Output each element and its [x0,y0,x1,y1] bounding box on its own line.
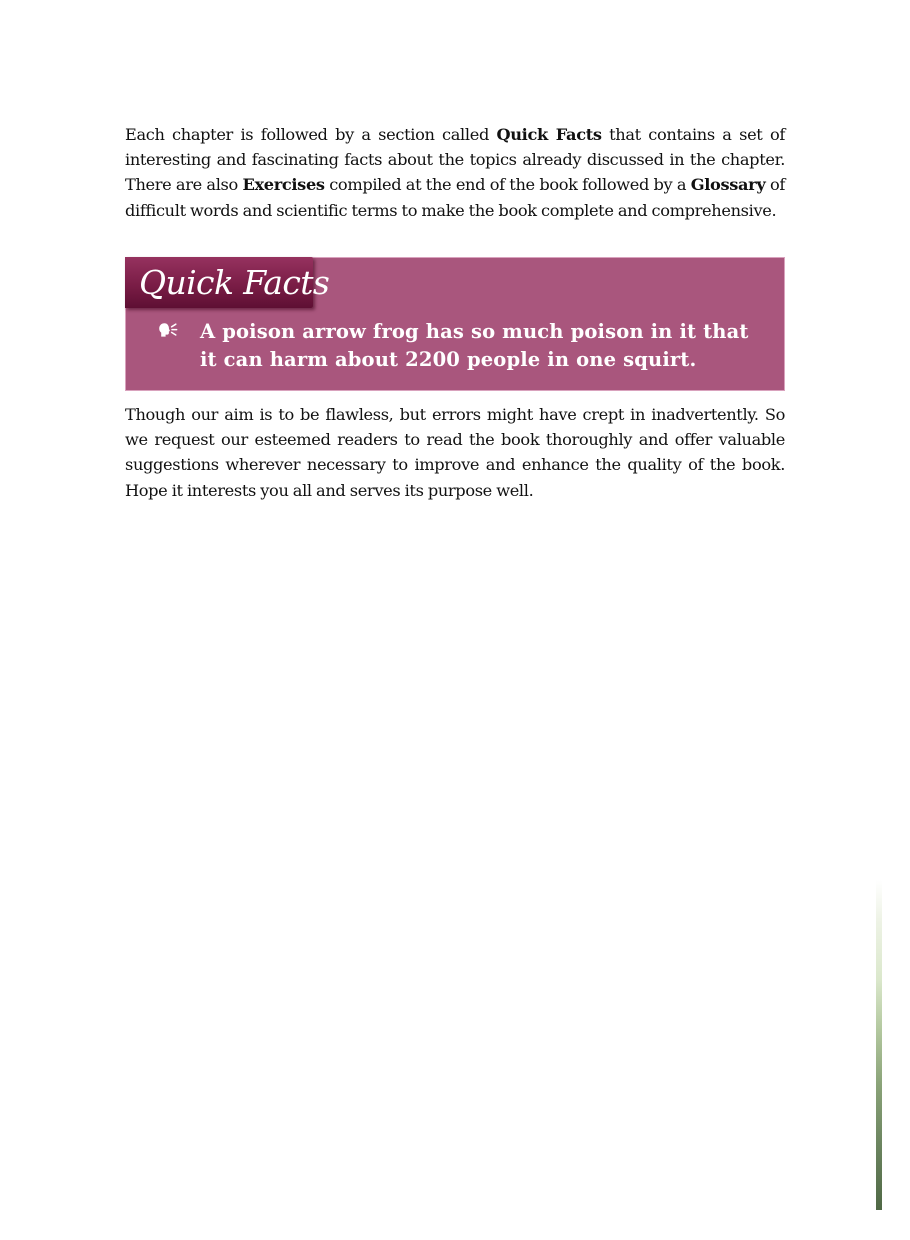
closing-paragraph: Though our aim is to be flawless, but errors might have crept in inadvertently. So we request our esteemed readers to read the book thoroughly and offer valuable suggestions wherever necessary to improve and enhance the quality of the book. Hope it interests you all and serves its purpose well. [125,405,785,500]
exercises-term: Exercises [242,175,325,195]
quick-facts-title: Quick Facts [139,263,330,302]
quick-facts-term: Quick Facts [496,125,602,144]
quick-facts-box [125,257,785,391]
intro-text-2: that contains a set of interesting and fascinating facts about the topics already discussed in the chapter. There are also [125,125,785,195]
intro-text-1: Each chapter is followed by a section called [125,125,497,144]
glossary-term: Glossary [690,175,766,195]
page-edge-decoration [876,880,882,1210]
speaking-head-icon [158,322,180,340]
intro-text-4: of difficult words and scientific terms to make the book complete and comprehensive. [125,175,785,220]
intro-text-3: compiled at the end of the book followed by a [324,175,691,195]
quick-fact-text: A poison arrow frog has so much poison in it that it can harm about 2200 people in one squirt. [200,320,749,371]
intro-paragraph [125,122,785,223]
quick-facts-title-tab [125,257,330,308]
